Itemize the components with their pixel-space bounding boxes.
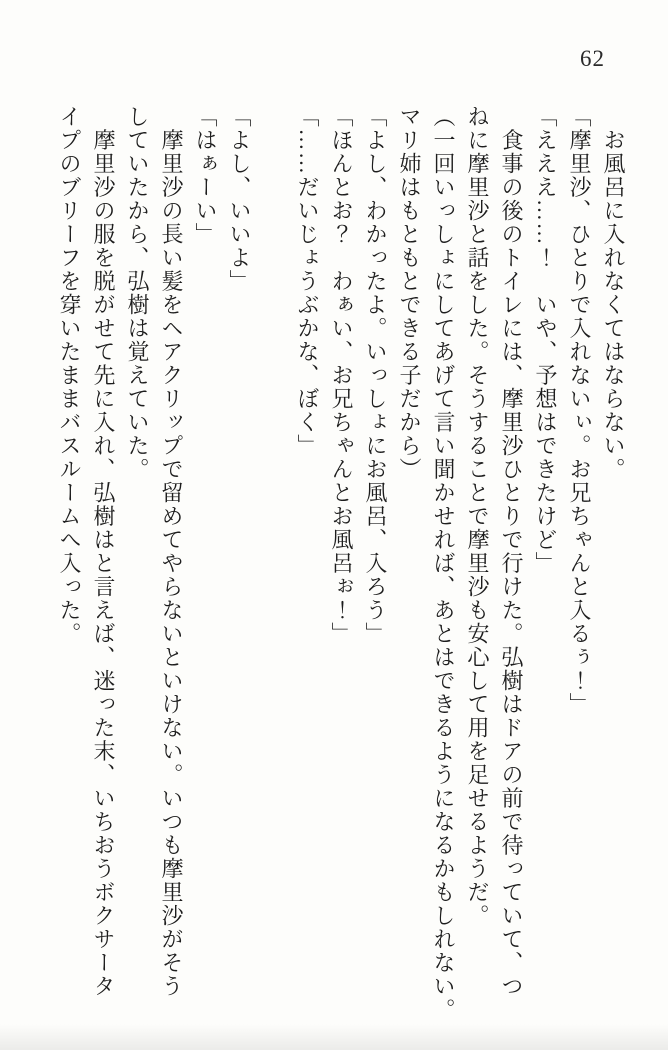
text-line: 「はぁーい」 [193, 105, 218, 246]
text-line: していたから、弘樹は覚えていた。 [125, 105, 150, 481]
text-line: お風呂に入れなくてはならない。 [601, 105, 626, 481]
text-line: 食事の後のトイレには、摩里沙ひとりで行けた。弘樹はドアの前で待っていて、つ [499, 105, 524, 998]
text-line: 「……だいじょうぶかな、ぼく」 [295, 105, 320, 458]
text-line-blank [256, 105, 290, 1027]
text-line: 「よし、わかったよ。いっしょにお風呂、入ろう」 [363, 105, 388, 646]
text-line: 「摩里沙、ひとりで入れないぃ。お兄ちゃんと入るぅ！」 [567, 105, 592, 716]
text-line: 「よし、いいよ」 [227, 105, 252, 293]
text-line: 「えええ……！ いや、予想はできたけど」 [533, 105, 558, 575]
text-line: （一回いっしょにしてあげて言い聞かせれば、あとはできるようになるかもしれない。 [431, 105, 456, 1022]
text-line: 「ほんとお？ わぁい、お兄ちゃんとお風呂ぉ！」 [329, 105, 354, 646]
text-line: 摩里沙の服を脱がせて先に入れ、弘樹はと言えば、迷った末、いちおうボクサータ [91, 105, 116, 998]
text-line: 摩里沙の長い髪をヘアクリップで留めてやらないといけない。いつも摩里沙がそう [159, 105, 184, 998]
text-line: マリ姉はもともとできる子だから） [397, 105, 422, 481]
text-line: ねに摩里沙と話をした。そうすることで摩里沙も安心して用を足せるようだ。 [465, 105, 490, 928]
text-line: イプのブリーフを穿いたままバスルームへ入った。 [57, 105, 82, 646]
page-edge-shadow [0, 1024, 668, 1050]
page-number: 62 [580, 46, 605, 71]
page-text [52, 105, 630, 1027]
